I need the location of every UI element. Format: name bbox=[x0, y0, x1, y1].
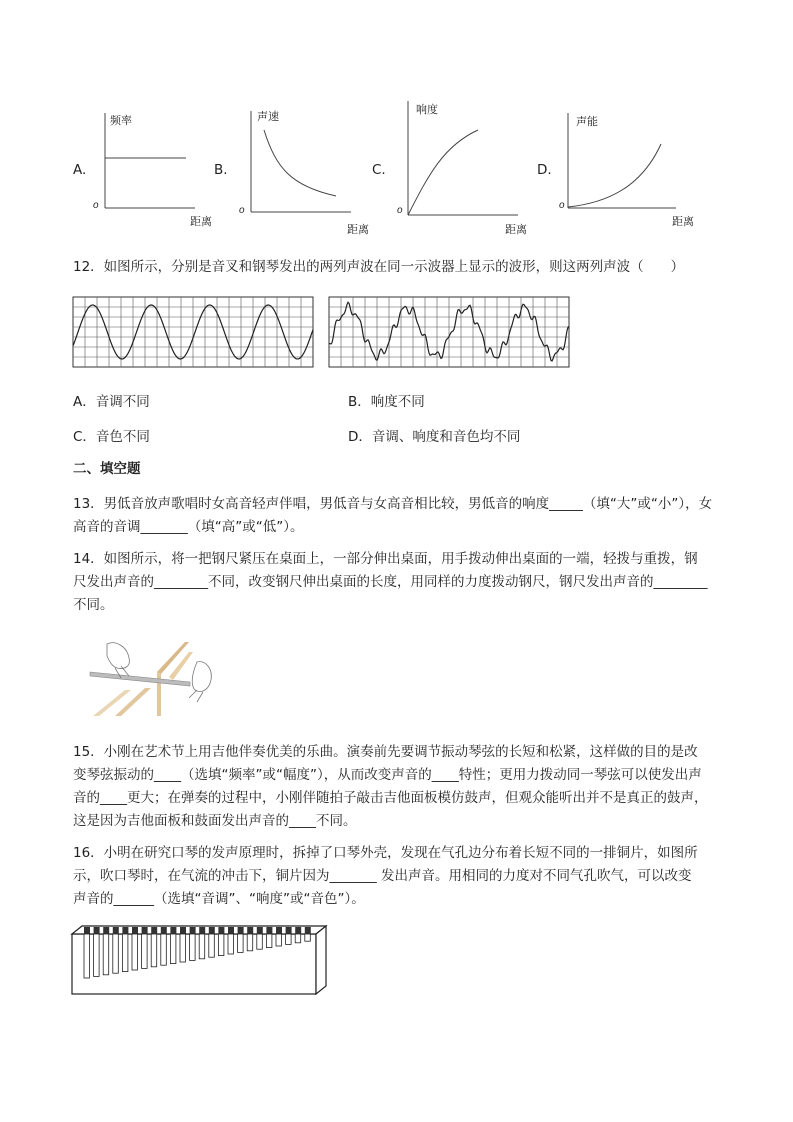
reed bbox=[228, 934, 234, 954]
reed bbox=[218, 934, 224, 956]
reed bbox=[190, 934, 196, 960]
reed bbox=[161, 934, 167, 965]
q15-line4: 这是因为吉他面板和鼓面发出声音的____不同。 bbox=[73, 813, 357, 829]
reed bbox=[151, 934, 157, 967]
q14-line2: 尺发出声音的________不同，改变钢尺伸出桌面的长度，用同样的力度拨动钢尺，钢尺发出声音的________ bbox=[73, 574, 708, 590]
graph-a-frequency-vs-distance bbox=[90, 108, 205, 228]
reed bbox=[295, 934, 301, 943]
reed bbox=[113, 934, 119, 973]
reed bbox=[286, 934, 292, 944]
graph-a-xlabel: 距离 bbox=[190, 216, 212, 228]
q14-line1: 14．如图所示，将一把钢尺紧压在桌面上，一部分伸出桌面，用手拨动伸出桌面的一端，轻拨与重拨，钢 bbox=[73, 551, 698, 567]
graph-d-origin: o bbox=[559, 200, 565, 211]
graph-d-ylabel: 声能 bbox=[576, 116, 598, 128]
graph-d-xlabel: 距离 bbox=[672, 216, 694, 228]
q16-line2: 示，吹口琴时，在气流的冲击下，铜片因为_______ 发出声音。用相同的力度对不同气孔吹气，可以改变 bbox=[73, 868, 692, 884]
q15-line1: 15．小刚在艺术节上用吉他伴奏优美的乐曲。演奏前先要调节振动琴弦的长短和松紧，这样做的目的是改 bbox=[73, 744, 698, 760]
reed bbox=[247, 934, 253, 951]
graph-b-origin: o bbox=[239, 205, 245, 216]
option-letter-c: C. bbox=[372, 162, 386, 178]
reed bbox=[276, 934, 282, 946]
graph-c-xlabel: 距离 bbox=[505, 224, 527, 236]
harmonica-reeds-figure bbox=[70, 924, 328, 998]
q12-option-c[interactable]: C．音色不同 bbox=[73, 429, 150, 445]
graph-b-ylabel: 声速 bbox=[257, 111, 279, 123]
q12-option-b[interactable]: B．响度不同 bbox=[348, 394, 425, 410]
section-title: 二、填空题 bbox=[73, 461, 141, 477]
option-letter-a: A. bbox=[73, 162, 87, 178]
reed bbox=[103, 934, 109, 975]
graph-b-xlabel: 距离 bbox=[347, 224, 369, 236]
oscilloscope-piano bbox=[328, 296, 570, 368]
q12-option-d[interactable]: D．音调、响度和音色均不同 bbox=[348, 429, 521, 445]
reed bbox=[122, 934, 128, 972]
q12-option-a[interactable]: A．音调不同 bbox=[73, 394, 150, 410]
q16-line3: 声音的______（选填“音调”、“响度”或“音色”）。 bbox=[73, 891, 365, 907]
option-letter-b: B. bbox=[214, 162, 228, 178]
q15-line3: 音的____更大；在弹奏的过程中，小刚伴随拍子敲击吉他面板模仿鼓声，但观众能听出并不是真正的鼓声， bbox=[73, 790, 708, 806]
reed bbox=[180, 934, 186, 962]
graph-a-origin: o bbox=[93, 200, 99, 211]
reed bbox=[209, 934, 215, 957]
reed bbox=[170, 934, 176, 964]
reed bbox=[199, 934, 205, 959]
reed bbox=[142, 934, 148, 968]
reed bbox=[84, 934, 90, 978]
q14-line3: 不同。 bbox=[73, 597, 114, 613]
reed bbox=[94, 934, 100, 976]
option-letter-d: D. bbox=[537, 162, 552, 178]
q15-line2: 变琴弦振动的____（选填“频率”或“幅度”），从而改变声音的____特性；更用力拨动同一琴弦可以使发出声 bbox=[73, 767, 702, 783]
oscilloscope-tuning-fork bbox=[72, 296, 314, 368]
q13-line2: 高音的音调_______（填“高”或“低”）。 bbox=[73, 519, 304, 535]
graph-c-origin: o bbox=[397, 205, 403, 216]
graph-b-speed-vs-distance bbox=[236, 108, 361, 228]
reed bbox=[238, 934, 244, 952]
q12-stem: 12．如图所示，分别是音叉和钢琴发出的两列声波在同一示波器上显示的波形，则这两列声波（ ） bbox=[73, 259, 685, 275]
reed bbox=[305, 934, 311, 941]
graph-c-ylabel: 响度 bbox=[416, 104, 438, 116]
reed bbox=[132, 934, 138, 970]
reed bbox=[257, 934, 263, 949]
q16-line1: 16．小明在研究口琴的发声原理时，拆掉了口琴外壳，发现在气孔边分布着长短不同的一排铜片，如图所 bbox=[73, 845, 698, 861]
q13-line1: 13．男低音放声歌唱时女高音轻声伴唱，男低音与女高音相比较，男低音的响度_____（填“大”或“小”），女 bbox=[73, 496, 713, 512]
ruler-on-table-figure bbox=[85, 632, 230, 720]
reed bbox=[266, 934, 272, 948]
graph-a-ylabel: 频率 bbox=[110, 115, 132, 127]
